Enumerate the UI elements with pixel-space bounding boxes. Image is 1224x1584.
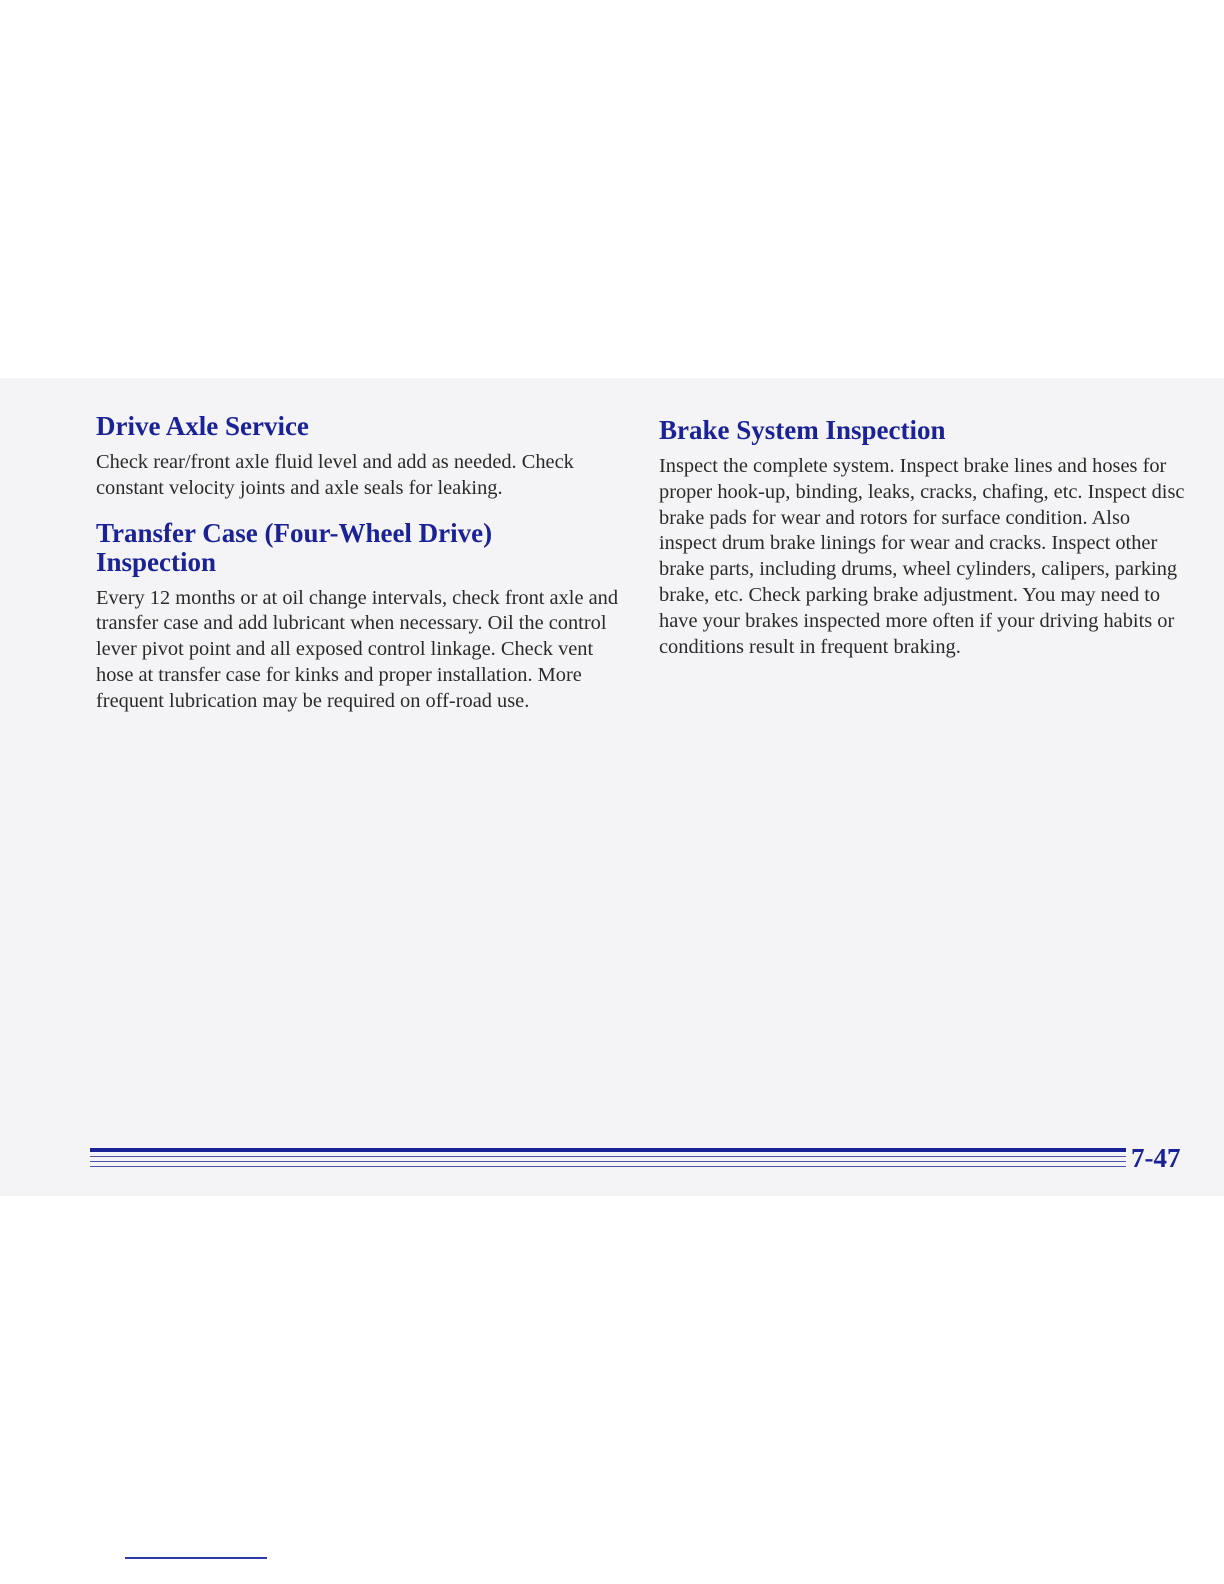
footer-rule-thick (90, 1148, 1126, 1152)
drive-axle-heading: Drive Axle Service (96, 411, 309, 441)
transfer-case-heading (96, 519, 626, 577)
brake-system-heading: Brake System Inspection (659, 415, 946, 445)
transfer-case-heading-line1: Transfer Case (Four-Wheel Drive) (96, 517, 493, 548)
footer-rule-thin (90, 1156, 1126, 1157)
page-number: 7-47 (1131, 1143, 1181, 1173)
brake-system-body: Inspect the complete system. Inspect brake lines and hoses for proper hook-up, binding, leaks, cracks, chafing, etc. Inspect disc brake pads for wear and rotors for surface condition. Also inspect drum brake linings for wear and cracks. Inspect other brake parts, including drums, wheel cylinders, calipers, parking brake, etc. Check parking brake adjustment. You may need to have your brakes inspected more often if your driving habits or conditions result in frequent braking. (659, 455, 1185, 658)
bottom-divider-mark (125, 1557, 267, 1559)
footer-rule (90, 1148, 1126, 1168)
right-column (659, 378, 1189, 660)
transfer-case-body: Every 12 months or at oil change intervals, check front axle and transfer case and add lubricant when necessary. Oil the control lever pivot point and all exposed control linkage. Check vent hose at transfer case for kinks and proper installation. More frequent lubrication may be required on off-road use. (96, 586, 619, 712)
footer-rule-thin (90, 1161, 1126, 1162)
manual-page (0, 378, 1224, 1196)
footer-rule-thin (90, 1166, 1126, 1167)
transfer-case-heading-line2: Inspection (96, 546, 217, 577)
left-column (96, 378, 626, 715)
drive-axle-body: Check rear/front axle fluid level and add as needed. Check constant velocity joints and axle seals for leaking. (96, 451, 574, 499)
